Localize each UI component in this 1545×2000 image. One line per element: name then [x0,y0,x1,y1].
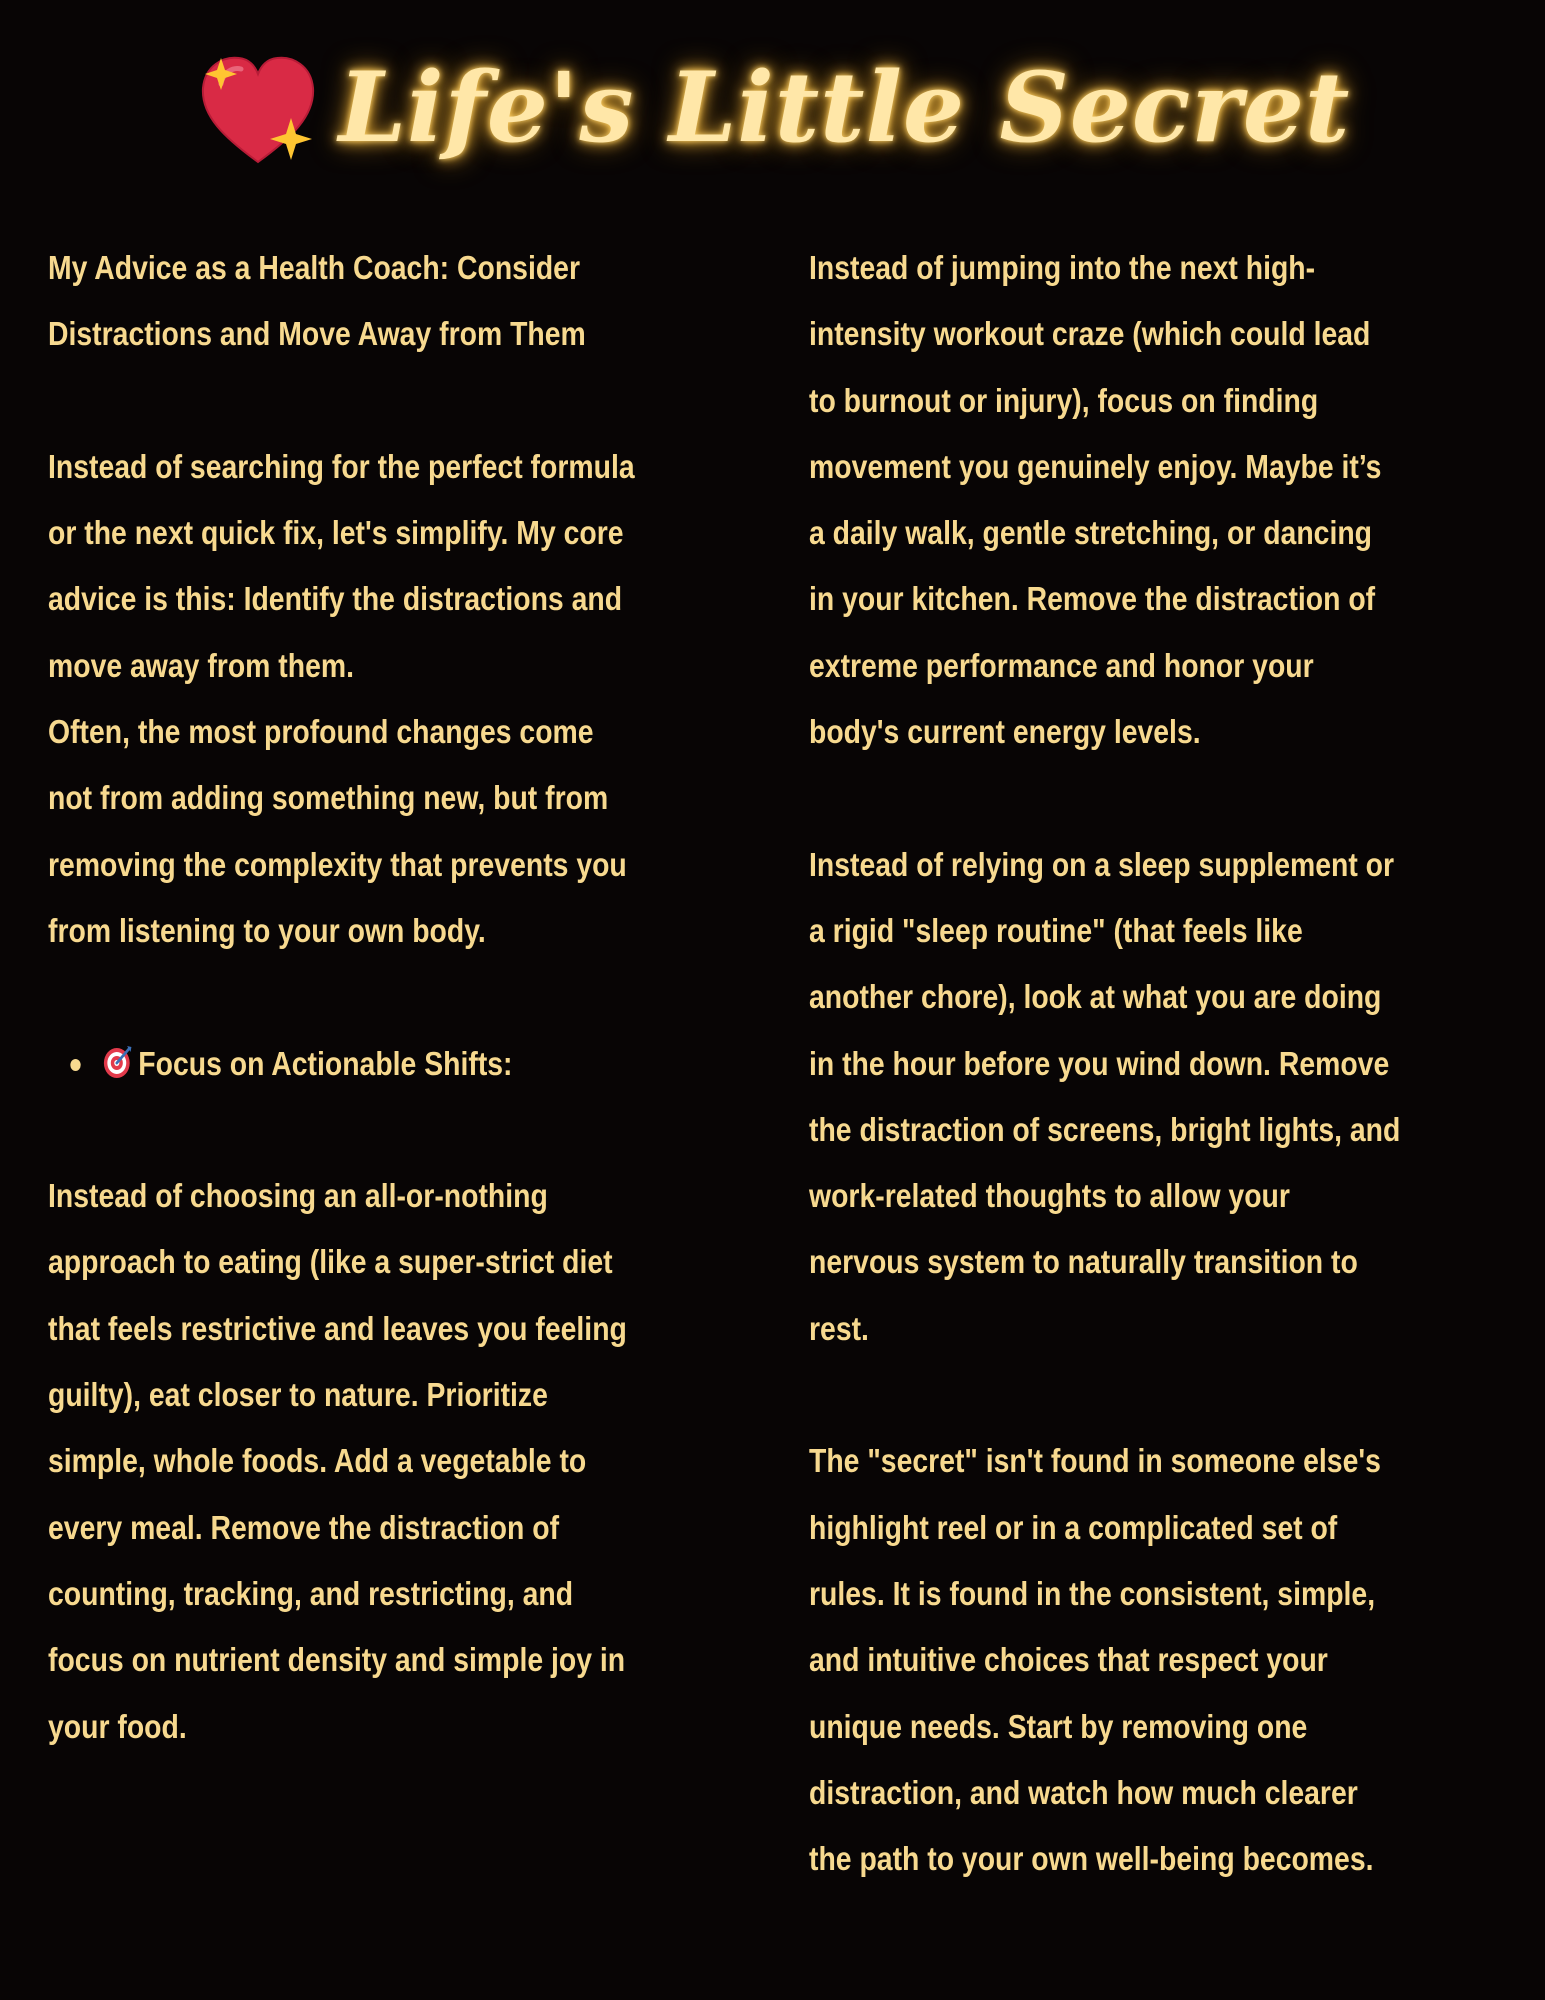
spacer [809,765,1402,831]
eating-paragraph: Instead of choosing an all-or-nothing approach to eating (like a super-strict diet that feels restrictive and leaves you feeling guilty), eat closer to nature. Prioritize simple, whole foods. Add a vegetable to every meal. Remove the distraction of counting, tracking, and restricting, and focus on nutrient density and simple joy in your food. [48,1177,627,1745]
sparkling-heart-icon [195,50,321,170]
intro-paragraph-2: Often, the most profound changes come not from adding something new, but from removing the complexity that prevents you from listening to your own body. [48,713,627,949]
movement-paragraph: Instead of jumping into the next high-intensity workout craze (which could lead to burnout or injury), focus on finding movement you genuinely enjoy. Maybe it’s a daily walk, gentle stretching, or dancing in your kitchen. Remove the distraction of extreme performance and honor your body's current energy levels. [809,249,1382,751]
bullet-label: Focus on Actionable Shifts: [138,1044,513,1082]
header [0,40,1545,180]
page-title: Life's Little Secret [338,50,1351,164]
left-column [48,235,641,1760]
spacer [48,1097,641,1163]
spacer [48,964,641,1030]
sleep-paragraph: Instead of relying on a sleep supplement or a rigid "sleep routine" (that feels like another chore), look at what you are doing in the hour before you wind down. Remove the distraction of screens, bright lights, and work-related thoughts to allow your nervous system to naturally transition to rest. [809,845,1401,1347]
intro-paragraph: Instead of searching for the perfect formula or the next quick fix, let's simplify. My core advice is this: Identify the distractions and move away from them. [48,447,635,684]
advice-heading: My Advice as a Health Coach: Consider Distractions and Move Away from Them [48,249,586,353]
list-item [48,1031,641,1097]
spacer [809,1362,1402,1428]
actionable-shifts-list [48,1031,641,1097]
spacer [48,368,641,434]
direct-hit-target-icon [102,1036,133,1072]
conclusion-paragraph: The "secret" isn't found in someone else's highlight reel or in a complicated set of rules. It is found in the consistent, simple, and intuitive choices that respect your unique needs. Start by removing one distraction, and watch how much clearer the path to your own well-being becomes. [809,1442,1381,1878]
right-column [809,235,1402,1892]
